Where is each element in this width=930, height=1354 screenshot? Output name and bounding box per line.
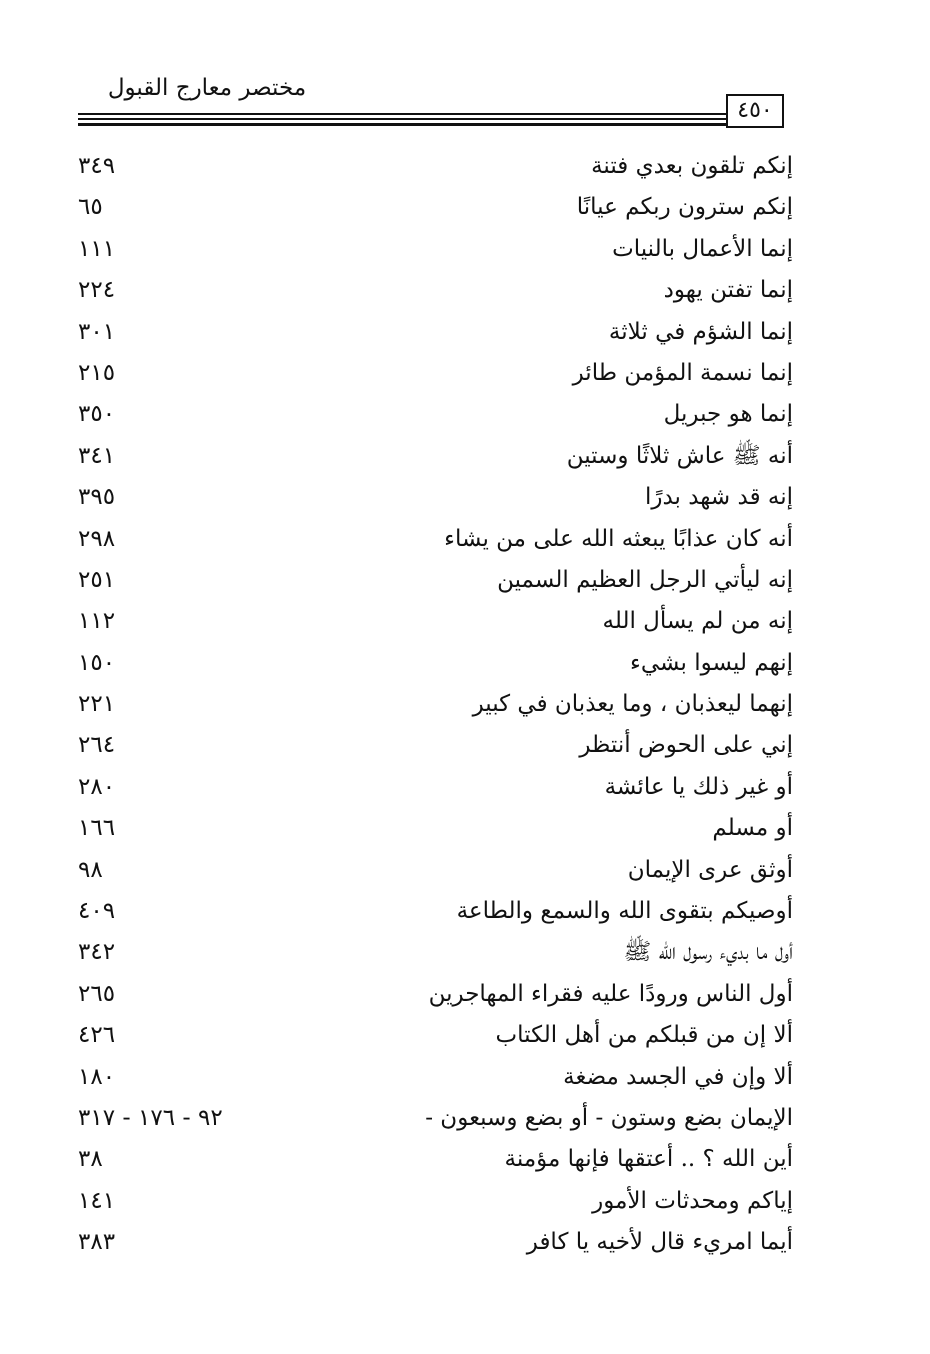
entry-page-numbers: ٢١٥ (78, 359, 116, 386)
entry-page-numbers: ٦٥ (78, 194, 103, 221)
hadith-index-list (78, 146, 793, 1264)
index-entry (78, 891, 793, 932)
index-entry (78, 353, 793, 394)
entry-page-numbers: ٩٨ (78, 856, 103, 883)
entry-page-numbers: ٣٤١ (78, 442, 116, 469)
entry-page-numbers: ٤٢٦ (78, 1022, 116, 1049)
entry-text: إنه قد شهد بدرًا (644, 484, 793, 511)
entry-text: أوثق عرى الإيمان (627, 856, 793, 883)
entry-page-numbers: ١٤١ (78, 1187, 116, 1214)
entry-page-numbers: ٢٢١ (78, 691, 116, 718)
index-entry (78, 1181, 793, 1222)
entry-page-numbers: ٢٥١ (78, 566, 116, 593)
index-entry (78, 146, 793, 187)
entry-text: أول الناس ورودًا عليه فقراء المهاجرين (428, 980, 793, 1007)
index-entry (78, 436, 793, 477)
index-entry (78, 1222, 793, 1263)
entry-text: إنهما ليعذبان ، وما يعذبان في كبير (472, 691, 793, 718)
index-entry (78, 519, 793, 560)
entry-text: أو مسلم (712, 815, 793, 842)
entry-text: ألا إن من قبلكم من أهل الكتاب (495, 1022, 793, 1049)
entry-text: إنكم تلقون بعدي فتنة (591, 153, 793, 179)
entry-page-numbers: ٩٢ - ١٧٦ - ٣١٧ (78, 1104, 223, 1131)
index-entry (78, 1015, 793, 1056)
entry-text: إنهم ليسوا بشيء (630, 649, 793, 676)
entry-page-numbers: ٤٠٩ (78, 898, 116, 925)
entry-text: أول ما بديء رسول الله ﷺ (623, 939, 793, 966)
entry-page-numbers: ٢٦٥ (78, 980, 116, 1007)
entry-page-numbers: ٣٨ (78, 1146, 103, 1173)
entry-page-numbers: ١٥٠ (78, 649, 116, 676)
entry-text: أوصيكم بتقوى الله والسمع والطاعة (456, 898, 793, 925)
entry-page-numbers: ٣٤٢ (78, 939, 116, 966)
entry-text: إنما الشؤم في ثلاثة (608, 318, 793, 345)
entry-page-numbers: ١٦٦ (78, 815, 116, 842)
entry-page-numbers: ٢٢٤ (78, 277, 116, 304)
index-entry (78, 270, 793, 311)
entry-text: إنما الأعمال بالنيات (612, 235, 793, 262)
entry-text: إنكم سترون ربكم عيانًا (576, 194, 793, 221)
index-entry (78, 601, 793, 642)
entry-page-numbers: ٢٨٠ (78, 773, 116, 800)
entry-page-numbers: ٣٥٠ (78, 401, 116, 428)
entry-page-numbers: ٢٩٨ (78, 525, 116, 552)
header-rule (78, 123, 726, 126)
index-entry (78, 560, 793, 601)
index-entry (78, 684, 793, 725)
index-entry (78, 312, 793, 353)
entry-text: أين الله ؟ .. أعتقها فإنها مؤمنة (504, 1146, 793, 1173)
index-entry (78, 477, 793, 518)
entry-text: إياكم ومحدثات الأمور (592, 1187, 793, 1214)
running-title: مختصر معارج القبول (107, 75, 307, 101)
entry-page-numbers: ٣٠١ (78, 318, 116, 345)
entry-page-numbers: ٣٩٥ (78, 484, 116, 511)
entry-text: أنه ﷺ عاش ثلاثًا وستين (566, 442, 793, 469)
entry-text: أنه كان عذابًا يبعثه الله على من يشاء (444, 525, 793, 552)
entry-text: إني على الحوض أنتظر (579, 732, 793, 759)
entry-page-numbers: ١١٢ (78, 608, 116, 635)
index-entry (78, 974, 793, 1015)
entry-page-numbers: ٣٤٩ (78, 153, 116, 179)
index-entry (78, 187, 793, 228)
entry-text: إنه من لم يسأل الله (602, 608, 793, 635)
entry-text: الإيمان بضع وستون - أو بضع وسبعون - (425, 1104, 793, 1131)
index-entry (78, 394, 793, 435)
index-entry (78, 1057, 793, 1098)
index-entry (78, 932, 793, 973)
header-rule (78, 118, 726, 120)
page-number: ٤٥٠ (726, 94, 784, 128)
header-rule (78, 113, 726, 115)
entry-text: ألا وإن في الجسد مضغة (563, 1063, 793, 1090)
entry-text: أو غير ذلك يا عائشة (604, 773, 793, 800)
entry-text: إنما هو جبريل (663, 401, 793, 428)
index-entry (78, 850, 793, 891)
index-entry (78, 725, 793, 766)
index-entry (78, 643, 793, 684)
entry-text: إنه ليأتي الرجل العظيم السمين (497, 566, 793, 593)
entry-text: إنما تفتن يهود (663, 277, 793, 304)
index-entry (78, 1139, 793, 1180)
entry-text: إنما نسمة المؤمن طائر (572, 359, 793, 386)
entry-text: أيما امريء قال لأخيه يا كافر (526, 1229, 793, 1256)
index-entry (78, 229, 793, 270)
entry-page-numbers: ١١١ (78, 235, 116, 262)
entry-page-numbers: ٢٦٤ (78, 732, 116, 759)
entry-page-numbers: ١٨٠ (78, 1063, 116, 1090)
index-entry (78, 767, 793, 808)
index-entry (78, 808, 793, 849)
index-entry (78, 1098, 793, 1139)
entry-page-numbers: ٣٨٣ (78, 1229, 116, 1256)
